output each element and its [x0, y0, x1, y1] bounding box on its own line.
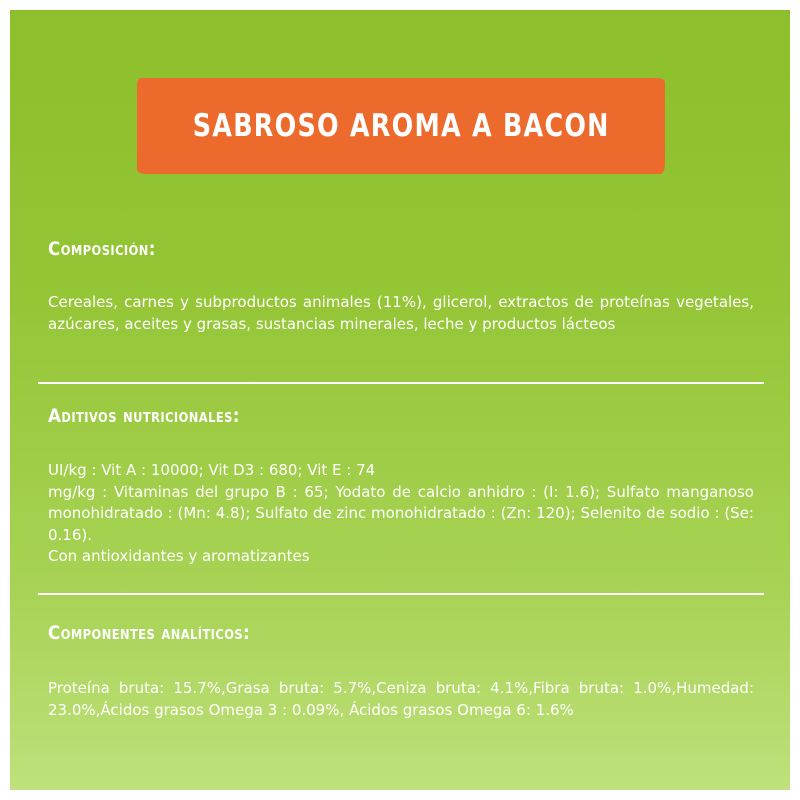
componentes-heading: Componentes analíticos:: [48, 622, 251, 644]
composicion-text: Cereales, carnes y subproductos animales (11%), glicerol, extractos de proteínas vegetales, azúcares, aceites y grasas, sustancias minerales, leche y productos lácteos: [48, 293, 754, 333]
aditivos-line-antioxidantes: Con antioxidantes y aromatizantes: [48, 547, 310, 565]
composicion-heading: Composición:: [48, 238, 156, 260]
aditivos-text: [48, 460, 754, 568]
aditivos-line-ui: UI/kg : Vit A : 10000; Vit D3 : 680; Vit E : 74: [48, 461, 376, 479]
aditivos-line-mg: mg/kg : Vitaminas del grupo B : 65; Yodato de calcio anhidro : (I: 1.6); Sulfato manganoso monohidratado : (Mn: 4.8); Sulfato de zinc monohidratado : (Zn: 120); Selenito de sodio : (Se: 0.16).: [48, 482, 754, 544]
aditivos-heading: Aditivos nutricionales:: [48, 405, 240, 427]
title-banner: [137, 78, 665, 174]
componentes-text: Proteína bruta: 15.7%,Grasa bruta: 5.7%,Ceniza bruta: 4.1%,Fibra bruta: 1.0%,Humedad: 23.0%,Ácidos grasos Omega 3 : 0.09%, Ácidos grasos Omega 6: 1.6%: [48, 679, 754, 719]
product-info-panel: [10, 10, 790, 790]
divider-2: [38, 593, 764, 595]
banner-title: SABROSO AROMA A BACON: [192, 108, 610, 144]
divider-1: [38, 382, 764, 384]
